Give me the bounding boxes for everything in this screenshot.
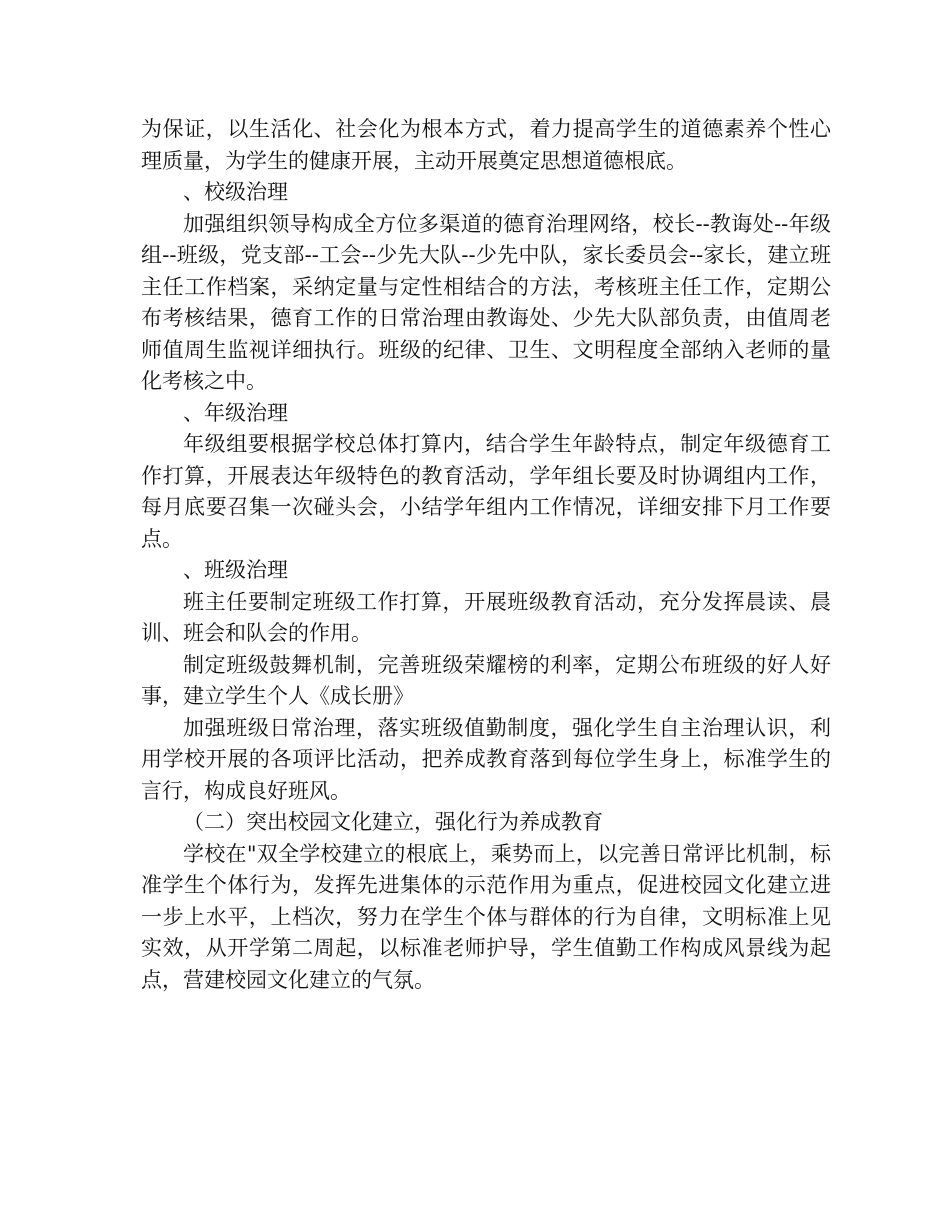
paragraph-campus-culture: 学校在"双全学校建立的根底上，乘势而上，以完善日常评比机制，标准学生个体行为，发挥先进集体的示范作用为重点，促进校园文化建立进一步上水平，上档次，努力在学生个体与群体的行为自律，文明标准上见实效，从开学第二周起，以标准老师护导，学生值勤工作构成风景线为起点，营建校园文化建立的气氛。 xyxy=(141,841,831,992)
paragraph-1: 为保证，以生活化、社会化为根本方式，着力提高学生的道德素养个性心理质量，为学生的健康开展，主动开展奠定思想道德根底。 xyxy=(141,117,831,173)
section-heading-school-level: 、校级治理 xyxy=(183,180,288,204)
paragraph-class-incentive: 制定班级鼓舞机制，完善班级荣耀榜的利率，定期公布班级的好人好事，建立学生个人《成长册》 xyxy=(141,652,831,708)
paragraph-class-plan: 班主任要制定班级工作打算，开展班级教育活动，充分发挥晨读、晨训、班会和队会的作用。 xyxy=(141,589,831,645)
paragraph-school-level: 加强组织领导构成全方位多渠道的德育治理网络，校长--教诲处--年级组--班级，党支部--工会--少先大队--少先中队，家长委员会--家长，建立班主任工作档案，采纳定量与定性相结合的方法，考核班主任工作，定期公布考核结果，德育工作的日常治理由教诲处、少先大队部负责，由值周老师值周生监视详细执行。班级的纪律、卫生、文明程度全部纳入老师的量化考核之中。 xyxy=(141,211,831,393)
document-body xyxy=(141,114,831,996)
paragraph-class-daily: 加强班级日常治理，落实班级值勤制度，强化学生自主治理认识，利用学校开展的各项评比活动，把养成教育落到每位学生身上，标准学生的言行，构成良好班风。 xyxy=(141,715,831,803)
section-heading-class-level: 、班级治理 xyxy=(183,558,288,582)
section-heading-grade-level: 、年级治理 xyxy=(183,400,288,425)
section-heading-campus-culture: （二）突出校园文化建立，强化行为养成教育 xyxy=(183,810,603,834)
paragraph-grade-level: 年级组要根据学校总体打算内，结合学生年龄特点，制定年级德育工作打算，开展表达年级特色的教育活动，学年组长要及时协调组内工作，每月底要召集一次碰头会，小结学年组内工作情况，详细安排下月工作要点。 xyxy=(141,432,831,551)
